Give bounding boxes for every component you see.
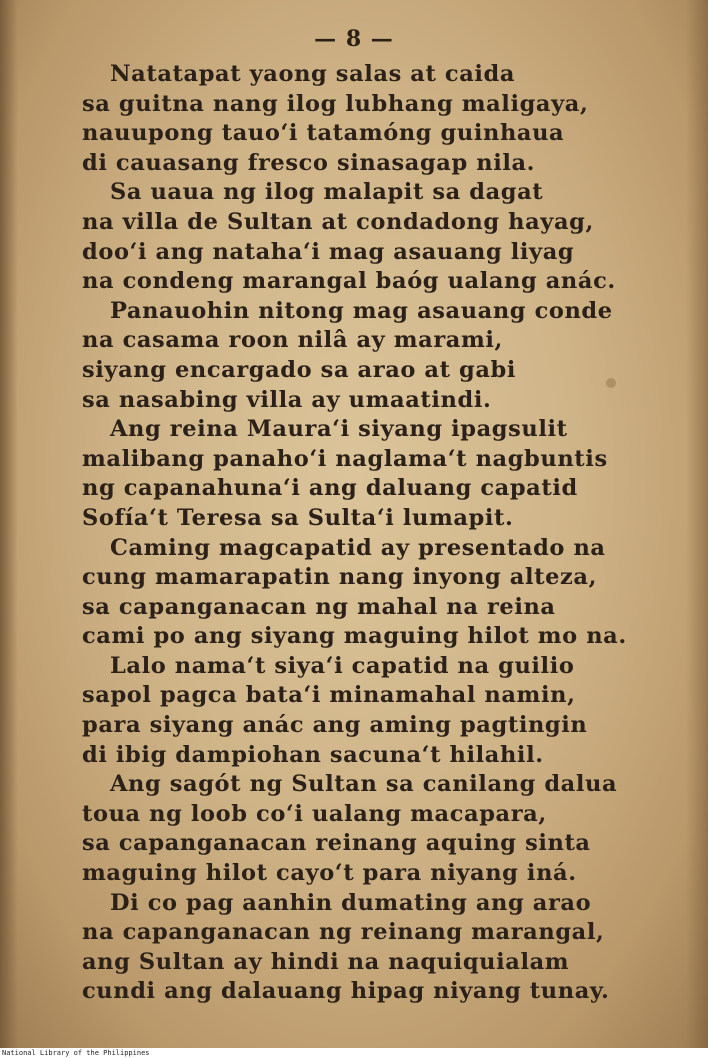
poem-line: sa capanganacan reinang aquing sinta (82, 830, 591, 857)
poem-line: na villa de Sultan at condadong hayag, (82, 208, 594, 235)
poem-line: siyang encargado sa arao at gabi (82, 356, 517, 383)
stanza (82, 652, 682, 770)
poem-line: maguing hilot cayo‘t para niyang iná. (82, 860, 577, 887)
stanza (82, 60, 682, 178)
poem-line: cami po ang siyang maguing hilot mo na. (82, 623, 627, 650)
poem-line: Ang reina Maura‘i siyang ipagsulit (110, 416, 568, 443)
poem-line: na casama roon nilâ ay marami, (82, 327, 503, 354)
stanza (82, 297, 682, 415)
library-footer: National Library of the Philippines (0, 1048, 708, 1058)
poem-line: sa guitna nang ilog lubhang maligaya, (82, 90, 589, 117)
stanza (82, 415, 682, 533)
poem-line: doo‘i ang nataha‘i mag asauang liyag (82, 238, 575, 265)
poem-line: toua ng loob co‘i ualang macapara, (82, 800, 547, 827)
poem-line: Caming magcapatid ay presentado na (110, 534, 606, 561)
stanza (82, 889, 682, 1007)
poem-line: para siyang anác ang aming pagtingin (82, 712, 588, 739)
poem-line: Panauohin nitong mag asauang conde (110, 297, 613, 324)
poem-line: Di co pag aanhin dumating ang arao (110, 889, 592, 916)
poem-line: di cauasang fresco sinasagap nila. (82, 149, 536, 176)
poem-line: ng capanahuna‘i ang daluang capatid (82, 475, 578, 502)
poem-line: ang Sultan ay hindi na naquiquialam (82, 948, 570, 975)
poem-line: nauupong tauo‘i tatamóng guinhaua (82, 120, 565, 147)
poem-line: Natatapat yaong salas at caida (110, 61, 516, 87)
page-number: — 8 — (314, 26, 394, 52)
poem-text (82, 60, 682, 1007)
stanza (82, 770, 682, 888)
poem-line: Sa uaua ng ilog malapit sa dagat (110, 179, 544, 206)
poem-line: Sofía‘t Teresa sa Sulta‘i lumapit. (82, 504, 514, 531)
poem-line: di ibig dampiohan sacuna‘t hilahil. (82, 741, 544, 768)
stanza (82, 178, 682, 296)
poem-line: na condeng marangal baóg ualang anác. (82, 268, 616, 295)
poem-line: sa capanganacan ng mahal na reina (82, 593, 556, 620)
poem-line: cundi ang dalauang hipag niyang tunay. (82, 978, 610, 1005)
poem-line: Ang sagót ng Sultan sa canilang dalua (110, 771, 618, 798)
stanza (82, 534, 682, 652)
poem-line: sapol pagca bata‘i minamahal namin, (82, 682, 576, 709)
poem-line: na capanganacan ng reinang marangal, (82, 919, 605, 946)
poem-line: malibang panaho‘i naglama‘t nagbuntis (82, 445, 608, 472)
poem-line: Lalo nama‘t siya‘i capatid na guilio (110, 652, 575, 679)
poem-line: sa nasabing villa ay umaatindi. (82, 386, 492, 413)
poem-line: cung mamarapatin nang inyong alteza, (82, 564, 598, 591)
